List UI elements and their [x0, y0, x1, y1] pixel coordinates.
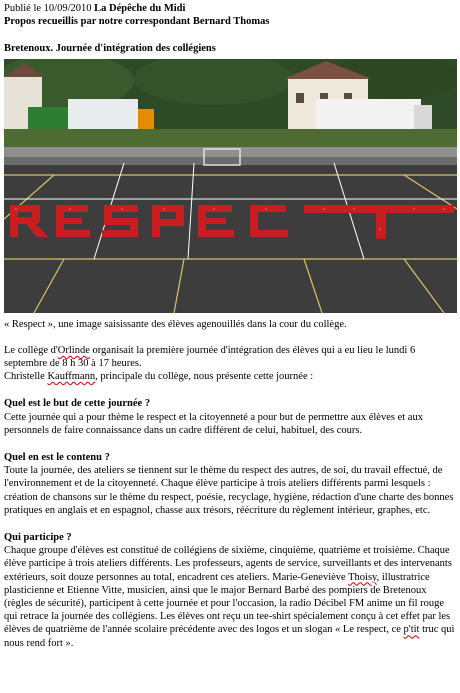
news-photo — [4, 59, 457, 313]
article-page — [0, 2, 460, 693]
question-heading: Qui participe ? — [4, 532, 72, 544]
answer-paragraph — [4, 544, 456, 650]
photo-caption: « Respect », une image saisissante des élèves agenouillés dans la cour du collège. — [4, 318, 347, 330]
article-headline: Bretenoux. Journée d'intégration des collégiens — [4, 43, 216, 55]
answer-text: truc qui nous rend fort ». — [4, 624, 455, 649]
newspaper-name: La Dépêche du Midi — [94, 3, 186, 14]
answer-text: Chaque groupe d'élèves est constitué de collégiens de sixième, cinquième, quatrième et troisième. Chaque élève participe à trois ateliers différents. Les professeurs, agents de service, surveillants et des intervenants extérieurs, soit douze personnes au total, encadrent ces ateliers. Marie-Geneviève — [4, 545, 452, 583]
intro-text: Christelle — [4, 371, 48, 383]
answer-paragraph: Cette journée qui a pour thème le respect et la citoyenneté a pour but de permettre aux élèves et aux personnels de faire connaissance dans un cadre différent de celui, habituel, des cours. — [4, 411, 423, 436]
intro-text: organisait la première journée d'intégration des élèves qui a eu lieu le lundi 6 septembre de 8 h 30 à 17 heures. — [4, 344, 416, 370]
intro-paragraph — [4, 344, 456, 370]
intro-name-kauffmann: Kauffmann — [47, 371, 96, 383]
byline: Propos recueillis par notre correspondant Bernard Thomas — [4, 16, 270, 28]
answer-word-ptit: p'tit — [403, 624, 420, 636]
intro-text: Le collège d' — [4, 344, 58, 356]
answer-paragraph: Toute la journée, des ateliers se tiennent sur le thème du respect des autres, de soi, du travail effectué, de l'environnement et de la citoyenneté. Chaque élève participe à trois ateliers différents parmi lesquels : création de chansons sur le thème du respect, poésie, recyclage, hygiène, rédaction d'une charte des bonnes pratiques en anglais et en espagnol, chasse aux trésors, réécriture du règlement intérieur, graphes, etc. — [4, 465, 454, 516]
publication-line — [4, 2, 456, 15]
question-heading: Quel est le but de cette journée ? — [4, 398, 151, 410]
intro-paragraph-2 — [4, 370, 456, 383]
published-date: Publié le 10/09/2010 — [4, 3, 92, 14]
answer-text: , illustratrice plasticienne et Etienne Vitte, musicien, ainsi que le major Bernard Barbé des pompiers de Bretenoux (règles de sécurité), participent à cette journée et pour l'occasion, la radio Décibel FM anime un fil rouge qui retrace la journée des collégiens. Les élèves ont reçu un tee-shirt spécialement conçu à cet effet par les élèves de quatrième de l'année scolaire précédente avec des logos et un slogan « Le respect, ce — [4, 571, 451, 636]
intro-text: , principale du collège, nous présente cette journée : — [95, 371, 314, 383]
intro-name-orlinde: Orlinde — [57, 344, 90, 356]
question-heading: Quel en est le contenu ? — [4, 452, 110, 464]
answer-name-thoisy: Thoisy — [348, 571, 377, 583]
